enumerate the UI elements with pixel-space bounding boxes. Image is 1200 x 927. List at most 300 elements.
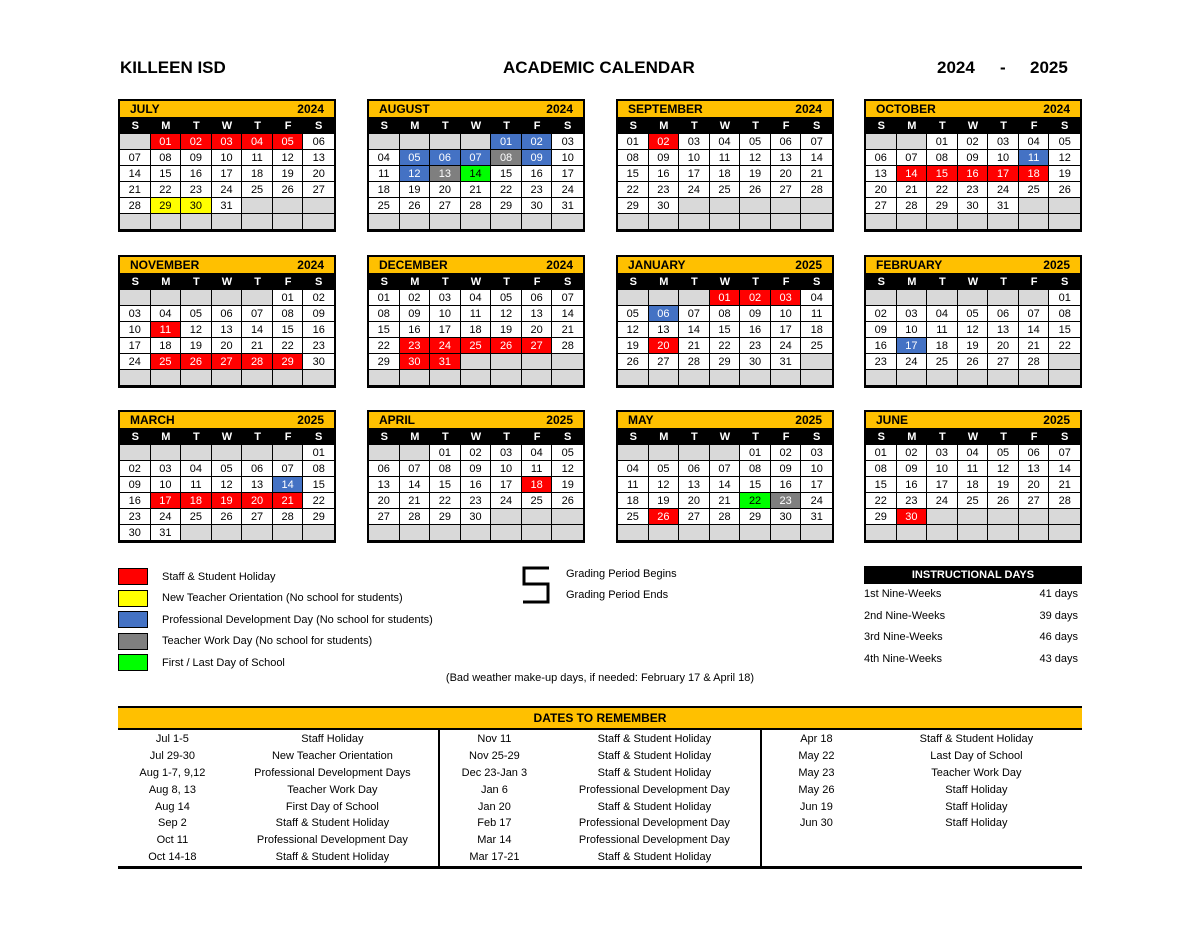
day-cell: 30 [958, 198, 989, 214]
weekday-header: F [273, 274, 304, 290]
day-cell: 04 [801, 290, 832, 306]
legend-label: Professional Development Day (No school for students) [162, 613, 433, 626]
day-cell: 06 [1019, 445, 1050, 461]
empty-cell [151, 214, 182, 230]
weekday-header: M [649, 118, 680, 134]
empty-cell [897, 134, 928, 150]
weekday-header: T [740, 429, 771, 445]
event-text: Professional Development Day [578, 834, 730, 847]
event-text: Staff Holiday [945, 783, 1008, 796]
day-cell: 11 [710, 150, 741, 166]
day-cell: 16 [461, 477, 492, 493]
day-cell: 27 [369, 509, 400, 525]
day-cell: 22 [866, 493, 897, 509]
day-cell: 01 [151, 134, 182, 150]
day-cell: 14 [242, 322, 273, 338]
legend-swatch [118, 568, 148, 585]
district-name: KILLEEN ISD [120, 58, 226, 77]
day-cell: 11 [522, 461, 553, 477]
month-year: 2024 [297, 102, 324, 116]
day-cell: 07 [710, 461, 741, 477]
month-name: SEPTEMBER [628, 102, 703, 116]
empty-cell [801, 214, 832, 230]
date-text: Oct 14-18 [148, 851, 197, 864]
day-cell: 29 [740, 509, 771, 525]
day-cell: 09 [771, 461, 802, 477]
day-cell: 26 [958, 354, 989, 370]
empty-cell [679, 370, 710, 386]
day-cell: 13 [649, 322, 680, 338]
date-text: Jul 29-30 [149, 749, 196, 762]
empty-cell [801, 370, 832, 386]
date-text: Mar 14 [477, 834, 512, 847]
legend-swatch [118, 590, 148, 607]
empty-cell [303, 370, 334, 386]
day-cell: 19 [273, 166, 304, 182]
day-cell: 25 [801, 338, 832, 354]
legend-label: New Teacher Orientation (No school for students) [162, 592, 403, 605]
day-cell: 07 [1049, 445, 1080, 461]
day-cell: 30 [649, 198, 680, 214]
day-cell: 13 [212, 322, 243, 338]
weekday-header: T [430, 274, 461, 290]
month-name: NOVEMBER [130, 258, 200, 272]
day-cell: 09 [649, 150, 680, 166]
day-cell: 18 [181, 493, 212, 509]
weekday-header: F [522, 429, 553, 445]
empty-cell [958, 525, 989, 541]
month-october [864, 99, 1082, 232]
day-cell: 21 [710, 493, 741, 509]
day-cell: 21 [461, 182, 492, 198]
day-cell: 22 [927, 182, 958, 198]
month-year: 2025 [795, 413, 822, 427]
empty-cell [897, 370, 928, 386]
month-days [369, 429, 583, 541]
day-cell: 02 [958, 134, 989, 150]
month-header [866, 412, 1080, 429]
year-end: 2025 [1030, 58, 1068, 77]
weekday-header: S [369, 118, 400, 134]
day-cell: 05 [400, 150, 431, 166]
day-cell: 07 [1019, 306, 1050, 322]
day-cell: 06 [679, 461, 710, 477]
empty-cell [369, 134, 400, 150]
day-cell: 08 [740, 461, 771, 477]
date-row [762, 731, 1082, 748]
day-cell: 22 [618, 182, 649, 198]
empty-cell [430, 525, 461, 541]
day-cell: 14 [461, 166, 492, 182]
nine-weeks-days: 41 days [1039, 588, 1078, 600]
day-cell: 13 [866, 166, 897, 182]
day-cell: 25 [369, 198, 400, 214]
empty-cell [151, 290, 182, 306]
grading-period-icon [522, 566, 550, 604]
weekday-header: S [618, 274, 649, 290]
day-cell: 14 [1019, 322, 1050, 338]
empty-cell [273, 445, 304, 461]
day-cell: 26 [212, 509, 243, 525]
month-year: 2024 [297, 258, 324, 272]
weekday-header: T [988, 118, 1019, 134]
empty-cell [618, 370, 649, 386]
day-cell: 06 [242, 461, 273, 477]
empty-cell [866, 134, 897, 150]
empty-cell [242, 445, 273, 461]
empty-cell [927, 525, 958, 541]
weekday-header: M [897, 118, 928, 134]
day-cell: 17 [212, 166, 243, 182]
event-text: Staff & Student Holiday [597, 766, 712, 779]
month-year: 2025 [1043, 413, 1070, 427]
event-text: Staff & Student Holiday [275, 851, 390, 864]
day-cell: 08 [303, 461, 334, 477]
day-cell: 16 [958, 166, 989, 182]
empty-cell [491, 370, 522, 386]
month-february [864, 255, 1082, 388]
day-cell: 20 [866, 182, 897, 198]
month-november [118, 255, 336, 388]
date-text: Apr 18 [800, 733, 833, 745]
day-cell: 08 [369, 306, 400, 322]
empty-cell [151, 370, 182, 386]
weekday-header: W [461, 118, 492, 134]
date-text: Sep 2 [158, 817, 187, 830]
day-cell: 27 [649, 354, 680, 370]
empty-cell [491, 509, 522, 525]
day-cell: 25 [242, 182, 273, 198]
empty-cell [430, 134, 461, 150]
legend [118, 566, 433, 674]
day-cell: 26 [181, 354, 212, 370]
empty-cell [400, 445, 431, 461]
weekday-header: S [552, 429, 583, 445]
day-cell: 30 [897, 509, 928, 525]
day-cell: 21 [273, 493, 304, 509]
day-cell: 24 [151, 509, 182, 525]
date-row [118, 799, 438, 816]
day-cell: 02 [120, 461, 151, 477]
day-cell: 13 [679, 477, 710, 493]
weekday-header: W [710, 118, 741, 134]
empty-cell [710, 525, 741, 541]
day-cell: 02 [303, 290, 334, 306]
month-header [369, 412, 583, 429]
day-cell: 13 [303, 150, 334, 166]
day-cell: 27 [679, 509, 710, 525]
empty-cell [369, 370, 400, 386]
date-text: Nov 25-29 [469, 749, 520, 762]
weekday-header: S [801, 274, 832, 290]
month-days [120, 429, 334, 541]
empty-cell [522, 354, 553, 370]
day-cell: 20 [1019, 477, 1050, 493]
empty-cell [710, 214, 741, 230]
day-cell: 11 [369, 166, 400, 182]
month-header [866, 101, 1080, 118]
empty-cell [491, 525, 522, 541]
weekday-header: W [958, 274, 989, 290]
day-cell: 09 [303, 306, 334, 322]
month-header [120, 101, 334, 118]
weekday-header: S [120, 118, 151, 134]
day-cell: 06 [649, 306, 680, 322]
day-cell: 06 [303, 134, 334, 150]
day-cell: 12 [273, 150, 304, 166]
day-cell: 22 [273, 338, 304, 354]
weekday-header: F [273, 118, 304, 134]
month-days [618, 118, 832, 230]
day-cell: 22 [369, 338, 400, 354]
day-cell: 02 [740, 290, 771, 306]
day-cell: 25 [1019, 182, 1050, 198]
month-name: MAY [628, 413, 654, 427]
date-row [762, 748, 1082, 765]
day-cell: 30 [303, 354, 334, 370]
day-cell: 23 [897, 493, 928, 509]
day-cell: 12 [958, 322, 989, 338]
weekday-header: S [866, 429, 897, 445]
day-cell: 06 [369, 461, 400, 477]
empty-cell [740, 198, 771, 214]
day-cell: 05 [618, 306, 649, 322]
day-cell: 24 [927, 493, 958, 509]
month-name: AUGUST [379, 102, 430, 116]
day-cell: 17 [801, 477, 832, 493]
empty-cell [491, 354, 522, 370]
empty-cell [273, 214, 304, 230]
day-cell: 07 [120, 150, 151, 166]
day-cell: 21 [120, 182, 151, 198]
empty-cell [1019, 525, 1050, 541]
legend-label: Staff & Student Holiday [162, 570, 276, 583]
dates-columns [118, 730, 1082, 869]
empty-cell [927, 509, 958, 525]
day-cell: 28 [1049, 493, 1080, 509]
day-cell: 10 [120, 322, 151, 338]
day-cell: 17 [771, 322, 802, 338]
day-cell: 24 [897, 354, 928, 370]
month-september [616, 99, 834, 232]
day-cell: 26 [1049, 182, 1080, 198]
weekday-header: M [649, 429, 680, 445]
day-cell: 04 [927, 306, 958, 322]
day-cell: 12 [400, 166, 431, 182]
day-cell: 29 [151, 198, 182, 214]
day-cell: 17 [927, 477, 958, 493]
empty-cell [1049, 509, 1080, 525]
day-cell: 04 [618, 461, 649, 477]
month-header [120, 412, 334, 429]
day-cell: 18 [958, 477, 989, 493]
day-cell: 09 [866, 322, 897, 338]
day-cell: 27 [430, 198, 461, 214]
empty-cell [988, 525, 1019, 541]
dates-column [118, 730, 438, 866]
day-cell: 06 [522, 290, 553, 306]
month-days [618, 429, 832, 541]
empty-cell [1019, 214, 1050, 230]
empty-cell [958, 290, 989, 306]
day-cell: 17 [679, 166, 710, 182]
month-august [367, 99, 585, 232]
date-text: Mar 17-21 [469, 851, 520, 864]
event-text: New Teacher Orientation [271, 749, 393, 762]
instructional-row [864, 627, 1082, 649]
empty-cell [303, 214, 334, 230]
empty-cell [679, 445, 710, 461]
weekday-header: S [303, 429, 334, 445]
month-days [866, 274, 1080, 386]
day-cell: 26 [400, 198, 431, 214]
empty-cell [552, 214, 583, 230]
weekday-header: W [958, 118, 989, 134]
year-dash: - [1000, 58, 1006, 77]
day-cell: 10 [897, 322, 928, 338]
weekday-header: S [618, 429, 649, 445]
day-cell: 16 [522, 166, 553, 182]
day-cell: 17 [120, 338, 151, 354]
empty-cell [618, 445, 649, 461]
day-cell: 31 [552, 198, 583, 214]
empty-cell [430, 214, 461, 230]
day-cell: 12 [988, 461, 1019, 477]
day-cell: 17 [552, 166, 583, 182]
day-cell: 14 [1049, 461, 1080, 477]
day-cell: 20 [303, 166, 334, 182]
day-cell: 06 [212, 306, 243, 322]
empty-cell [430, 370, 461, 386]
event-text: Staff Holiday [945, 800, 1008, 813]
day-cell: 05 [181, 306, 212, 322]
day-cell: 08 [866, 461, 897, 477]
day-cell: 21 [897, 182, 928, 198]
date-text: Oct 11 [156, 834, 189, 847]
day-cell: 30 [400, 354, 431, 370]
empty-cell [1049, 198, 1080, 214]
empty-cell [801, 198, 832, 214]
day-cell: 11 [618, 477, 649, 493]
day-cell: 13 [369, 477, 400, 493]
day-cell: 25 [522, 493, 553, 509]
day-cell: 11 [927, 322, 958, 338]
day-cell: 10 [679, 150, 710, 166]
date-text: Aug 1-7, 9,12 [139, 766, 206, 779]
day-cell: 06 [866, 150, 897, 166]
day-cell: 29 [866, 509, 897, 525]
day-cell: 03 [552, 134, 583, 150]
empty-cell [866, 214, 897, 230]
date-row [762, 782, 1082, 799]
empty-cell [120, 445, 151, 461]
weekday-header: M [400, 274, 431, 290]
day-cell: 21 [242, 338, 273, 354]
day-cell: 04 [710, 134, 741, 150]
day-cell: 13 [988, 322, 1019, 338]
empty-cell [710, 445, 741, 461]
day-cell: 23 [771, 493, 802, 509]
day-cell: 04 [1019, 134, 1050, 150]
day-cell: 16 [303, 322, 334, 338]
day-cell: 24 [430, 338, 461, 354]
day-cell: 16 [181, 166, 212, 182]
empty-cell [988, 509, 1019, 525]
weekday-header: M [151, 274, 182, 290]
month-year: 2024 [546, 258, 573, 272]
empty-cell [181, 214, 212, 230]
day-cell: 15 [151, 166, 182, 182]
empty-cell [771, 198, 802, 214]
month-july [118, 99, 336, 232]
empty-cell [1019, 290, 1050, 306]
day-cell: 03 [212, 134, 243, 150]
day-cell: 03 [801, 445, 832, 461]
empty-cell [958, 214, 989, 230]
month-days [618, 274, 832, 386]
day-cell: 12 [1049, 150, 1080, 166]
date-text: Aug 8, 13 [148, 783, 196, 796]
day-cell: 25 [710, 182, 741, 198]
day-cell: 19 [400, 182, 431, 198]
empty-cell [273, 370, 304, 386]
day-cell: 30 [522, 198, 553, 214]
empty-cell [679, 290, 710, 306]
legend-item [118, 566, 433, 588]
event-text: Professional Development Day [578, 783, 730, 796]
day-cell: 25 [181, 509, 212, 525]
day-cell: 13 [771, 150, 802, 166]
day-cell: 23 [740, 338, 771, 354]
month-name: OCTOBER [876, 102, 936, 116]
empty-cell [1049, 370, 1080, 386]
day-cell: 29 [430, 509, 461, 525]
day-cell: 21 [1019, 338, 1050, 354]
day-cell: 15 [1049, 322, 1080, 338]
empty-cell [988, 214, 1019, 230]
month-year: 2024 [546, 102, 573, 116]
month-name: JULY [130, 102, 160, 116]
weekday-header: T [679, 429, 710, 445]
empty-cell [988, 370, 1019, 386]
day-cell: 04 [242, 134, 273, 150]
month-january [616, 255, 834, 388]
weekday-header: M [151, 118, 182, 134]
day-cell: 18 [369, 182, 400, 198]
weekday-header: T [430, 429, 461, 445]
empty-cell [522, 509, 553, 525]
legend-item [118, 588, 433, 610]
date-row [440, 799, 760, 816]
day-cell: 24 [988, 182, 1019, 198]
day-cell: 10 [771, 306, 802, 322]
day-cell: 12 [740, 150, 771, 166]
day-cell: 01 [369, 290, 400, 306]
day-cell: 05 [649, 461, 680, 477]
day-cell: 10 [988, 150, 1019, 166]
empty-cell [710, 198, 741, 214]
nine-weeks-label: 3rd Nine-Weeks [864, 631, 943, 643]
date-row [118, 782, 438, 799]
weekday-header: F [522, 118, 553, 134]
empty-cell [897, 290, 928, 306]
weekday-header: S [303, 118, 334, 134]
day-cell: 20 [522, 322, 553, 338]
day-cell: 08 [618, 150, 649, 166]
weekday-header: T [242, 429, 273, 445]
day-cell: 20 [988, 338, 1019, 354]
day-cell: 12 [552, 461, 583, 477]
